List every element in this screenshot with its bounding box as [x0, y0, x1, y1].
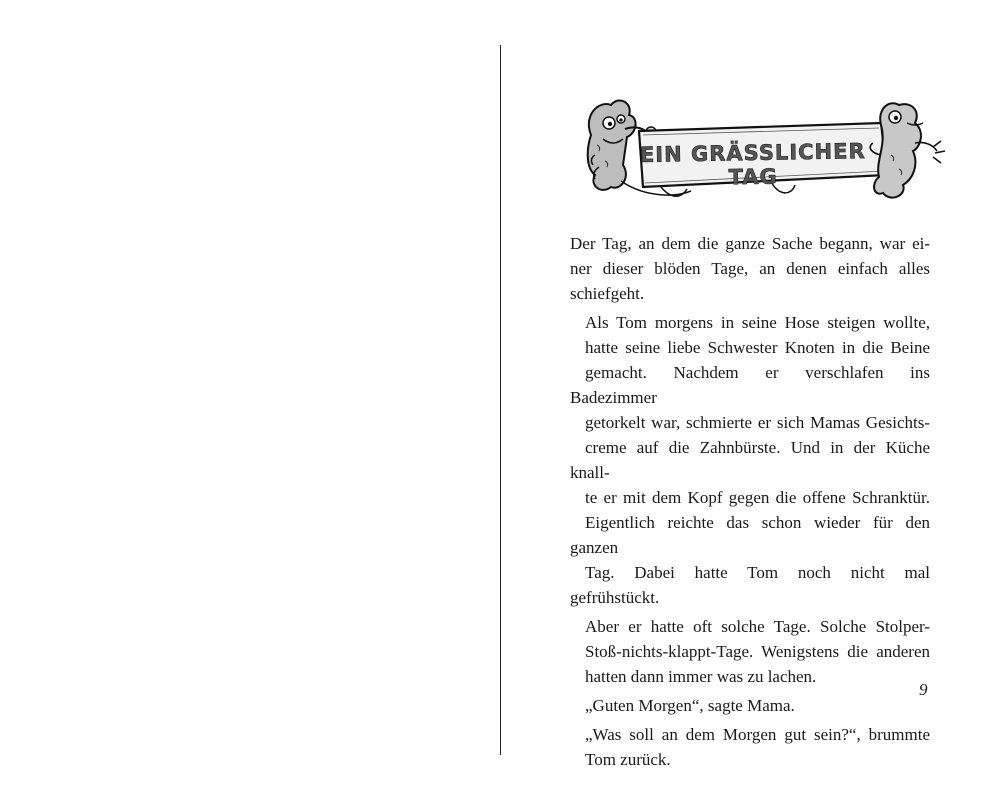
chapter-banner-illustration — [581, 95, 946, 210]
page-number: 9 — [919, 680, 928, 699]
paragraph-1 — [570, 231, 930, 306]
paragraph-4 — [570, 693, 930, 718]
paragraph-5 — [570, 722, 930, 772]
text-line: „Was soll an dem Morgen gut sein?“, brummte — [585, 725, 930, 744]
text-line: hatten dann immer was zu lachen. — [585, 667, 817, 686]
chapter-title: EIN GRÄSSLICHER TAG — [639, 139, 866, 190]
text-line: Tag. Dabei hatte Tom noch nicht mal gefrühstückt. — [570, 563, 930, 607]
text-line: Der Tag, an dem die ganze Sache begann, war ei- — [570, 234, 930, 253]
text-line: ner dieser blöden Tage, an denen einfach alles — [570, 259, 930, 278]
text-line: hatte seine liebe Schwester Knoten in die Beine — [585, 338, 930, 357]
text-line: Aber er hatte oft solche Tage. Solche Stolper- — [585, 617, 930, 636]
text-line: Eigentlich reichte das schon wieder für den ganzen — [570, 513, 930, 557]
text-line: Tom zurück. — [585, 750, 671, 769]
text-line: te er mit dem Kopf gegen die offene Schranktür. — [585, 488, 930, 507]
right-page — [501, 0, 1000, 800]
text-line: „Guten Morgen“, sagte Mama. — [585, 696, 795, 715]
text-line: getorkelt war, schmierte er sich Mamas Gesichts- — [585, 413, 930, 432]
paragraph-2 — [570, 310, 930, 610]
text-line: creme auf die Zahnbürste. Und in der Küche knall- — [570, 438, 930, 482]
text-line: Stoß-nichts-klappt-Tage. Wenigstens die anderen — [585, 642, 930, 661]
chapter-body-text — [570, 231, 930, 772]
text-line: Als Tom morgens in seine Hose steigen wollte, — [585, 313, 930, 332]
text-line: gemacht. Nachdem er verschlafen ins Badezimmer — [570, 363, 930, 407]
text-line: schiefgeht. — [570, 284, 645, 303]
paragraph-3 — [570, 614, 930, 689]
